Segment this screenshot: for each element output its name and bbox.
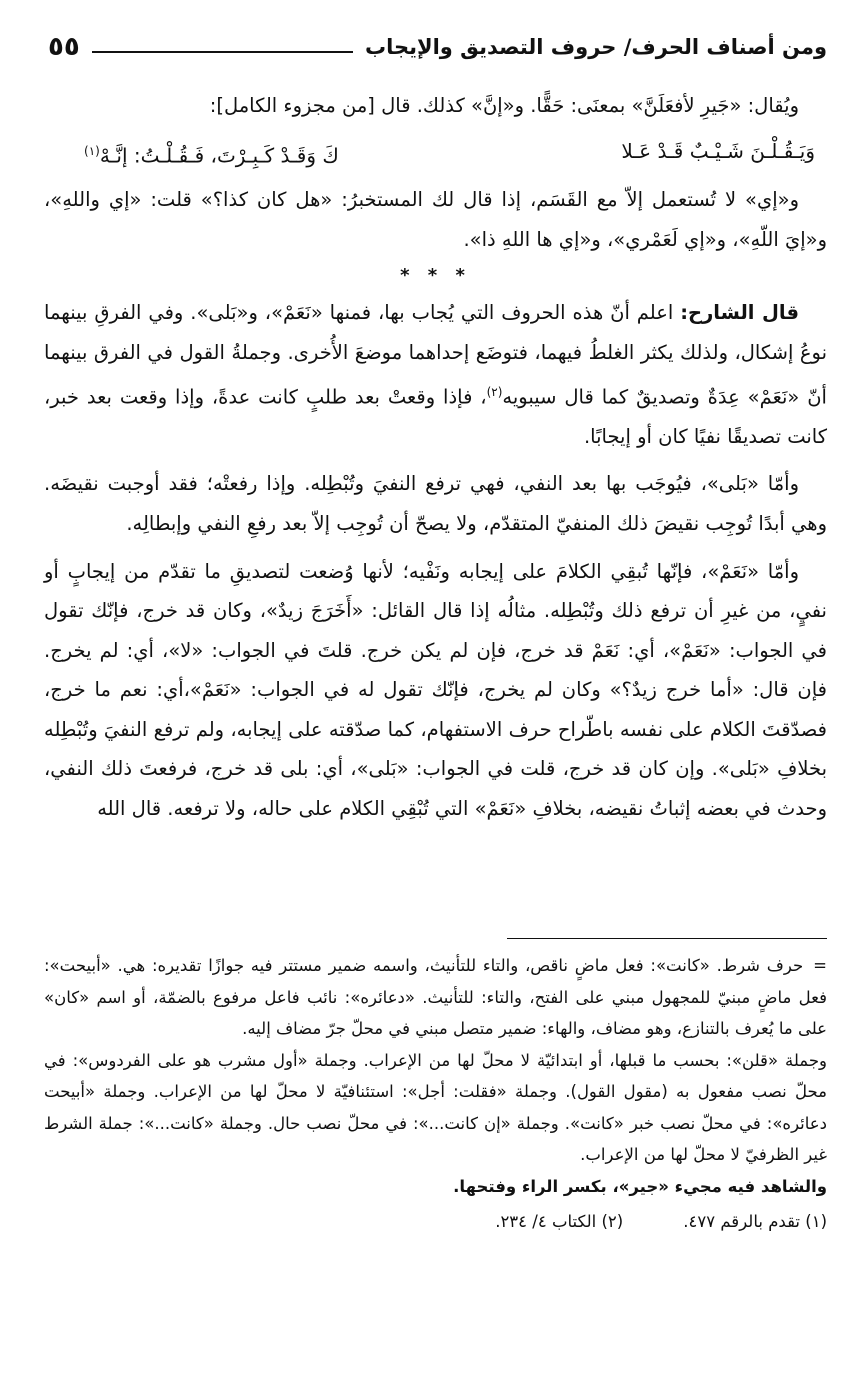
page-number: ٥٥ (48, 32, 80, 62)
footnote-parsing-2: وجملة «قلن»: بحسب ما قبلها، أو ابتدائيّة لا محلّ لها من الإعراب. وجملة «أول مشرب هو على الفردوس»: في محلّ نصب مفعول به (مقول القول). وجملة «فقلت: أجل»: استئنافيّة لا محلّ لها من الإعراب. وجملة «أبيحت دعائره»: في محلّ نصب خبر «كانت». وجملة «إن كانت...»: في محلّ نصب حال. وجملة «كانت...»: جملة الشرط غير الظرفيّ لا محلّ لها من الإعراب. (44, 1050, 827, 1164)
commentary-text-end: ، فإذا وقعتْ بعد طلبٍ كانت عدةً، وإذا وقعت بعد خبر، كانت تصديقًا نفيًا كان أو إيجابًا. (44, 385, 827, 448)
footnote-parsing-1: حرف شرط. «كانت»: فعل ماضٍ ناقص، والتاء للتأنيث، واسمه ضمير مستتر فيه جوازًا تقديره: هي. «أبيحت»: فعل ماضٍ مبنيّ للمجهول مبني على الفتح، والتاء: للتأنيث. «دعائره»: نائب فاعل مرفوع بالضمّة، أو اسم «كان» على ما يُعرف بالتنازع، وهو مضاف، والهاء: ضمير متصل مبني في محلّ جرّ مضاف إليه. (44, 956, 827, 1038)
main-text (44, 86, 827, 829)
poetry-verse (44, 130, 827, 177)
footnote-2: (٢) الكتاب ٤/ ٢٣٤. (495, 1212, 624, 1231)
header-title: ومن أصناف الحرف/ حروف التصديق والإيجاب (364, 35, 827, 59)
footnote-continued (44, 950, 827, 1045)
continuation-mark: = (813, 956, 827, 975)
verse-first-hemistich: وَيَـقُـلْـنَ شَـيْـبٌ قَـدْ عَـلا (621, 138, 815, 163)
footnote-1: (١) تقدم بالرقم ٤٧٧. (683, 1212, 827, 1231)
footnote-divider (507, 938, 827, 939)
footnote-ref-1: (١) (84, 143, 100, 158)
paragraph-jayri: ويُقال: «جَيرِ لأفعَلَنَّ» بمعنَى: حَقًّا. و«إنَّ» كذلك. قال [من مجزوء الكامل]: (209, 94, 799, 117)
header-rule (92, 51, 353, 53)
paragraph-bala: وأمّا «بَلى»، فيُوجَب بها بعد النفي، فهي ترفع النفيَ وتُبْطِله. وإذا رفعتْه؛ فقد أوجبت نقيضَه. وهي أبدًا تُوجِب نقيضَ ذلك المنفيّ المتقدّم، ولا يصحّ أن تُوجِب إلاّ بعد رفعِ النفي وإبطالِه. (44, 472, 827, 535)
footnote-ref-2: (٢) (486, 384, 503, 399)
paragraph-naam: وأمّا «نَعَمْ»، فإنّها تُبقِي الكلامَ على إيجابه ونَفْيه؛ لأنها وُضعت لتصديقِ ما تقدّم من إيجابٍ أو نفيٍ، من غيرِ أن ترفع ذلك وتُبْطِله. مثالُه إذا قال القائل: «أَخَرَجَ زيدٌ»، وكان قد خرج، فإنّك تقول في الجواب: «نَعَمْ»، أي: نَعَمْ قد خرج، فإن لم يكن خرج. قلتَ في الجواب: «لا»، أي: لم يخرج. فإن قال: «أما خرج زيدٌ؟» وكان لم يخرج، فإنّك تقول له في الجواب: «نَعَمْ»،أي: نعم ما خرج، فصدّقتَ الكلام على نفسه باطّراح حرف الاستفهام، كما صدّقته على إيجابه، ولم ترفع النفيَ وتُبْطِله بخلافِ «بَلى». وإن كان قد خرج، قلت في الجواب: «بَلى»، أي: بلى قد خرج، فرفعتَ ذلك النفي، وحدث في بعضه إثباتُ نقيضه، بخلافِ «نَعَمْ» التي تُبْقِي الكلام على حاله، ولا ترفعه. قال الله (44, 559, 827, 821)
footnote-witness: والشاهد فيه مجيء «جير»، بكسر الراء وفتحها. (453, 1176, 827, 1196)
footnotes (44, 950, 827, 1238)
section-separator: * * * (400, 265, 471, 287)
paragraph-commentary (44, 293, 827, 456)
verse-second-text: كَ وَقَـدْ كَـبِـرْتَ، فَـقُـلْـتُ: إنَّـهْ (99, 143, 339, 168)
running-header (48, 30, 827, 64)
paragraph-iy: و«إي» لا تُستعمل إلاّ مع القَسَم، إذا قال لك المستخبرُ: «هل كان كذا؟» قلت: «إي واللهِ»، و«إيَ اللّهِ»، و«إي لَعَمْري»، و«إي ها اللهِ ذا». (44, 188, 827, 251)
commentary-text: اعلم أنّ هذه الحروف التي يُجاب بها، فمنها «نَعَمْ»، و«بَلى». وفي الفرقِ بينهما نوعُ إشكال، ولذلك يكثر الغلطُ فيهما، فتوضَع إحداهما موضعَ الأُخرى. وجملةُ القول في الفرق بينهما أنّ «نَعَمْ» عِدَةٌ وتصديقٌ كما قال سيبويه (44, 301, 827, 409)
footnote-list (44, 1206, 827, 1238)
commentator-label: قال الشارح: (680, 301, 799, 325)
verse-second-hemistich (84, 130, 339, 177)
